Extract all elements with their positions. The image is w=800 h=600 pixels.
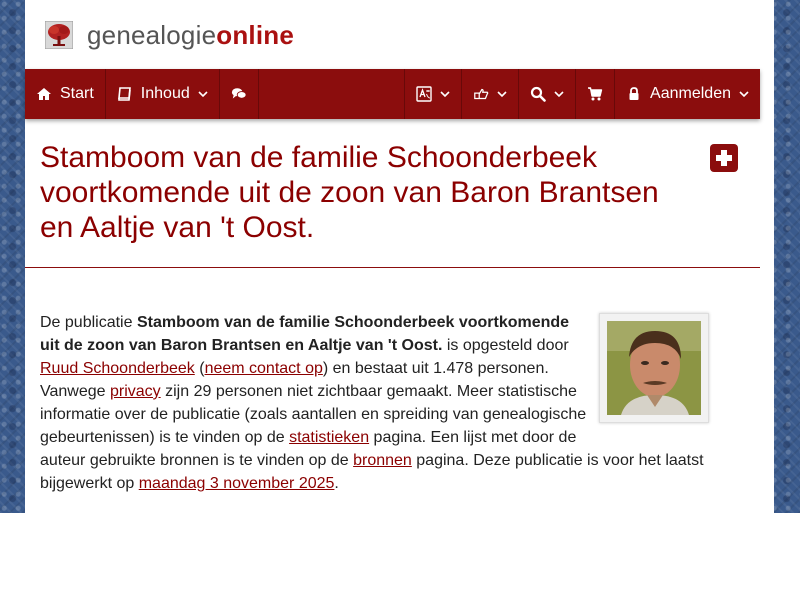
nav-spacer bbox=[259, 69, 405, 119]
privacy-link[interactable]: privacy bbox=[109, 383, 161, 400]
chat-icon bbox=[231, 86, 247, 102]
chevron-down-icon bbox=[554, 89, 564, 99]
chevron-down-icon bbox=[440, 89, 450, 99]
intro-text-1: De publicatie bbox=[40, 314, 137, 331]
site-logo[interactable] bbox=[45, 18, 294, 52]
nav-cart[interactable] bbox=[576, 69, 615, 119]
publication-title: Stamboom van de familie Schoonderbeek voortkomende uit de zoon van Baron Brantsen en Aaltje van 't Oost. bbox=[40, 314, 570, 354]
page-title: Stamboom van de familie Schoonderbeek voortkomende uit de zoon van Baron Brantsen en Aaltje van 't Oost. bbox=[40, 141, 659, 244]
intro-text-2: is opgesteld door bbox=[442, 337, 569, 354]
sources-link[interactable]: bronnen bbox=[353, 452, 412, 469]
expand-button[interactable] bbox=[710, 144, 738, 172]
page-container bbox=[25, 0, 774, 513]
cart-icon bbox=[587, 86, 603, 102]
plus-icon bbox=[714, 148, 734, 168]
intro-text-5: zijn 29 personen niet zichtbaar gemaakt. Meer statistische informatie over de publicatie (zoals aantallen en spreiding van genealogische gebeurtenissen) is te vinden op de bbox=[40, 383, 587, 446]
author-portrait-image bbox=[607, 321, 701, 415]
portrait-drawing bbox=[607, 321, 701, 415]
nav-start[interactable] bbox=[25, 69, 106, 119]
intro-text-3: ( bbox=[194, 360, 205, 377]
nav-actions[interactable] bbox=[462, 69, 519, 119]
brand-name: genealogieonline bbox=[87, 19, 294, 50]
lock-icon bbox=[626, 86, 642, 102]
nav-start-label: Start bbox=[60, 85, 94, 102]
book-icon bbox=[117, 86, 133, 102]
chevron-down-icon bbox=[739, 89, 749, 99]
main-navbar bbox=[25, 69, 760, 119]
statistics-link[interactable]: statistieken bbox=[289, 429, 370, 446]
intro-text-4: ) en bestaat uit 1.478 personen. Vanwege bbox=[40, 360, 549, 400]
translate-icon bbox=[416, 86, 432, 102]
contact-link[interactable]: neem contact op bbox=[204, 360, 323, 377]
nav-search[interactable] bbox=[519, 69, 576, 119]
intro-text-7: pagina. Deze publicatie is voor het laatst bijgewerkt op bbox=[40, 452, 704, 492]
publication-intro bbox=[40, 311, 714, 495]
nav-inhoud[interactable] bbox=[106, 69, 220, 119]
home-icon bbox=[36, 86, 52, 102]
author-photo[interactable] bbox=[599, 313, 709, 423]
last-updated-link[interactable]: maandag 3 november 2025 bbox=[138, 475, 335, 492]
search-icon bbox=[530, 86, 546, 102]
chevron-down-icon bbox=[198, 89, 208, 99]
intro-text-8: . bbox=[334, 475, 339, 492]
author-link[interactable]: Ruud Schoonderbeek bbox=[40, 360, 195, 377]
nav-inhoud-label: Inhoud bbox=[140, 85, 190, 102]
nav-language[interactable] bbox=[405, 69, 462, 119]
nav-login-label: Aanmelden bbox=[650, 85, 731, 102]
intro-text-6: pagina. Een lijst met door de auteur gebruikte bronnen is te vinden op de bbox=[40, 429, 577, 469]
title-divider bbox=[25, 267, 760, 268]
pointer-icon bbox=[473, 86, 489, 102]
nav-login[interactable] bbox=[615, 69, 760, 119]
nav-forum[interactable] bbox=[220, 69, 259, 119]
chevron-down-icon bbox=[497, 89, 507, 99]
tree-logo-icon bbox=[45, 21, 73, 49]
